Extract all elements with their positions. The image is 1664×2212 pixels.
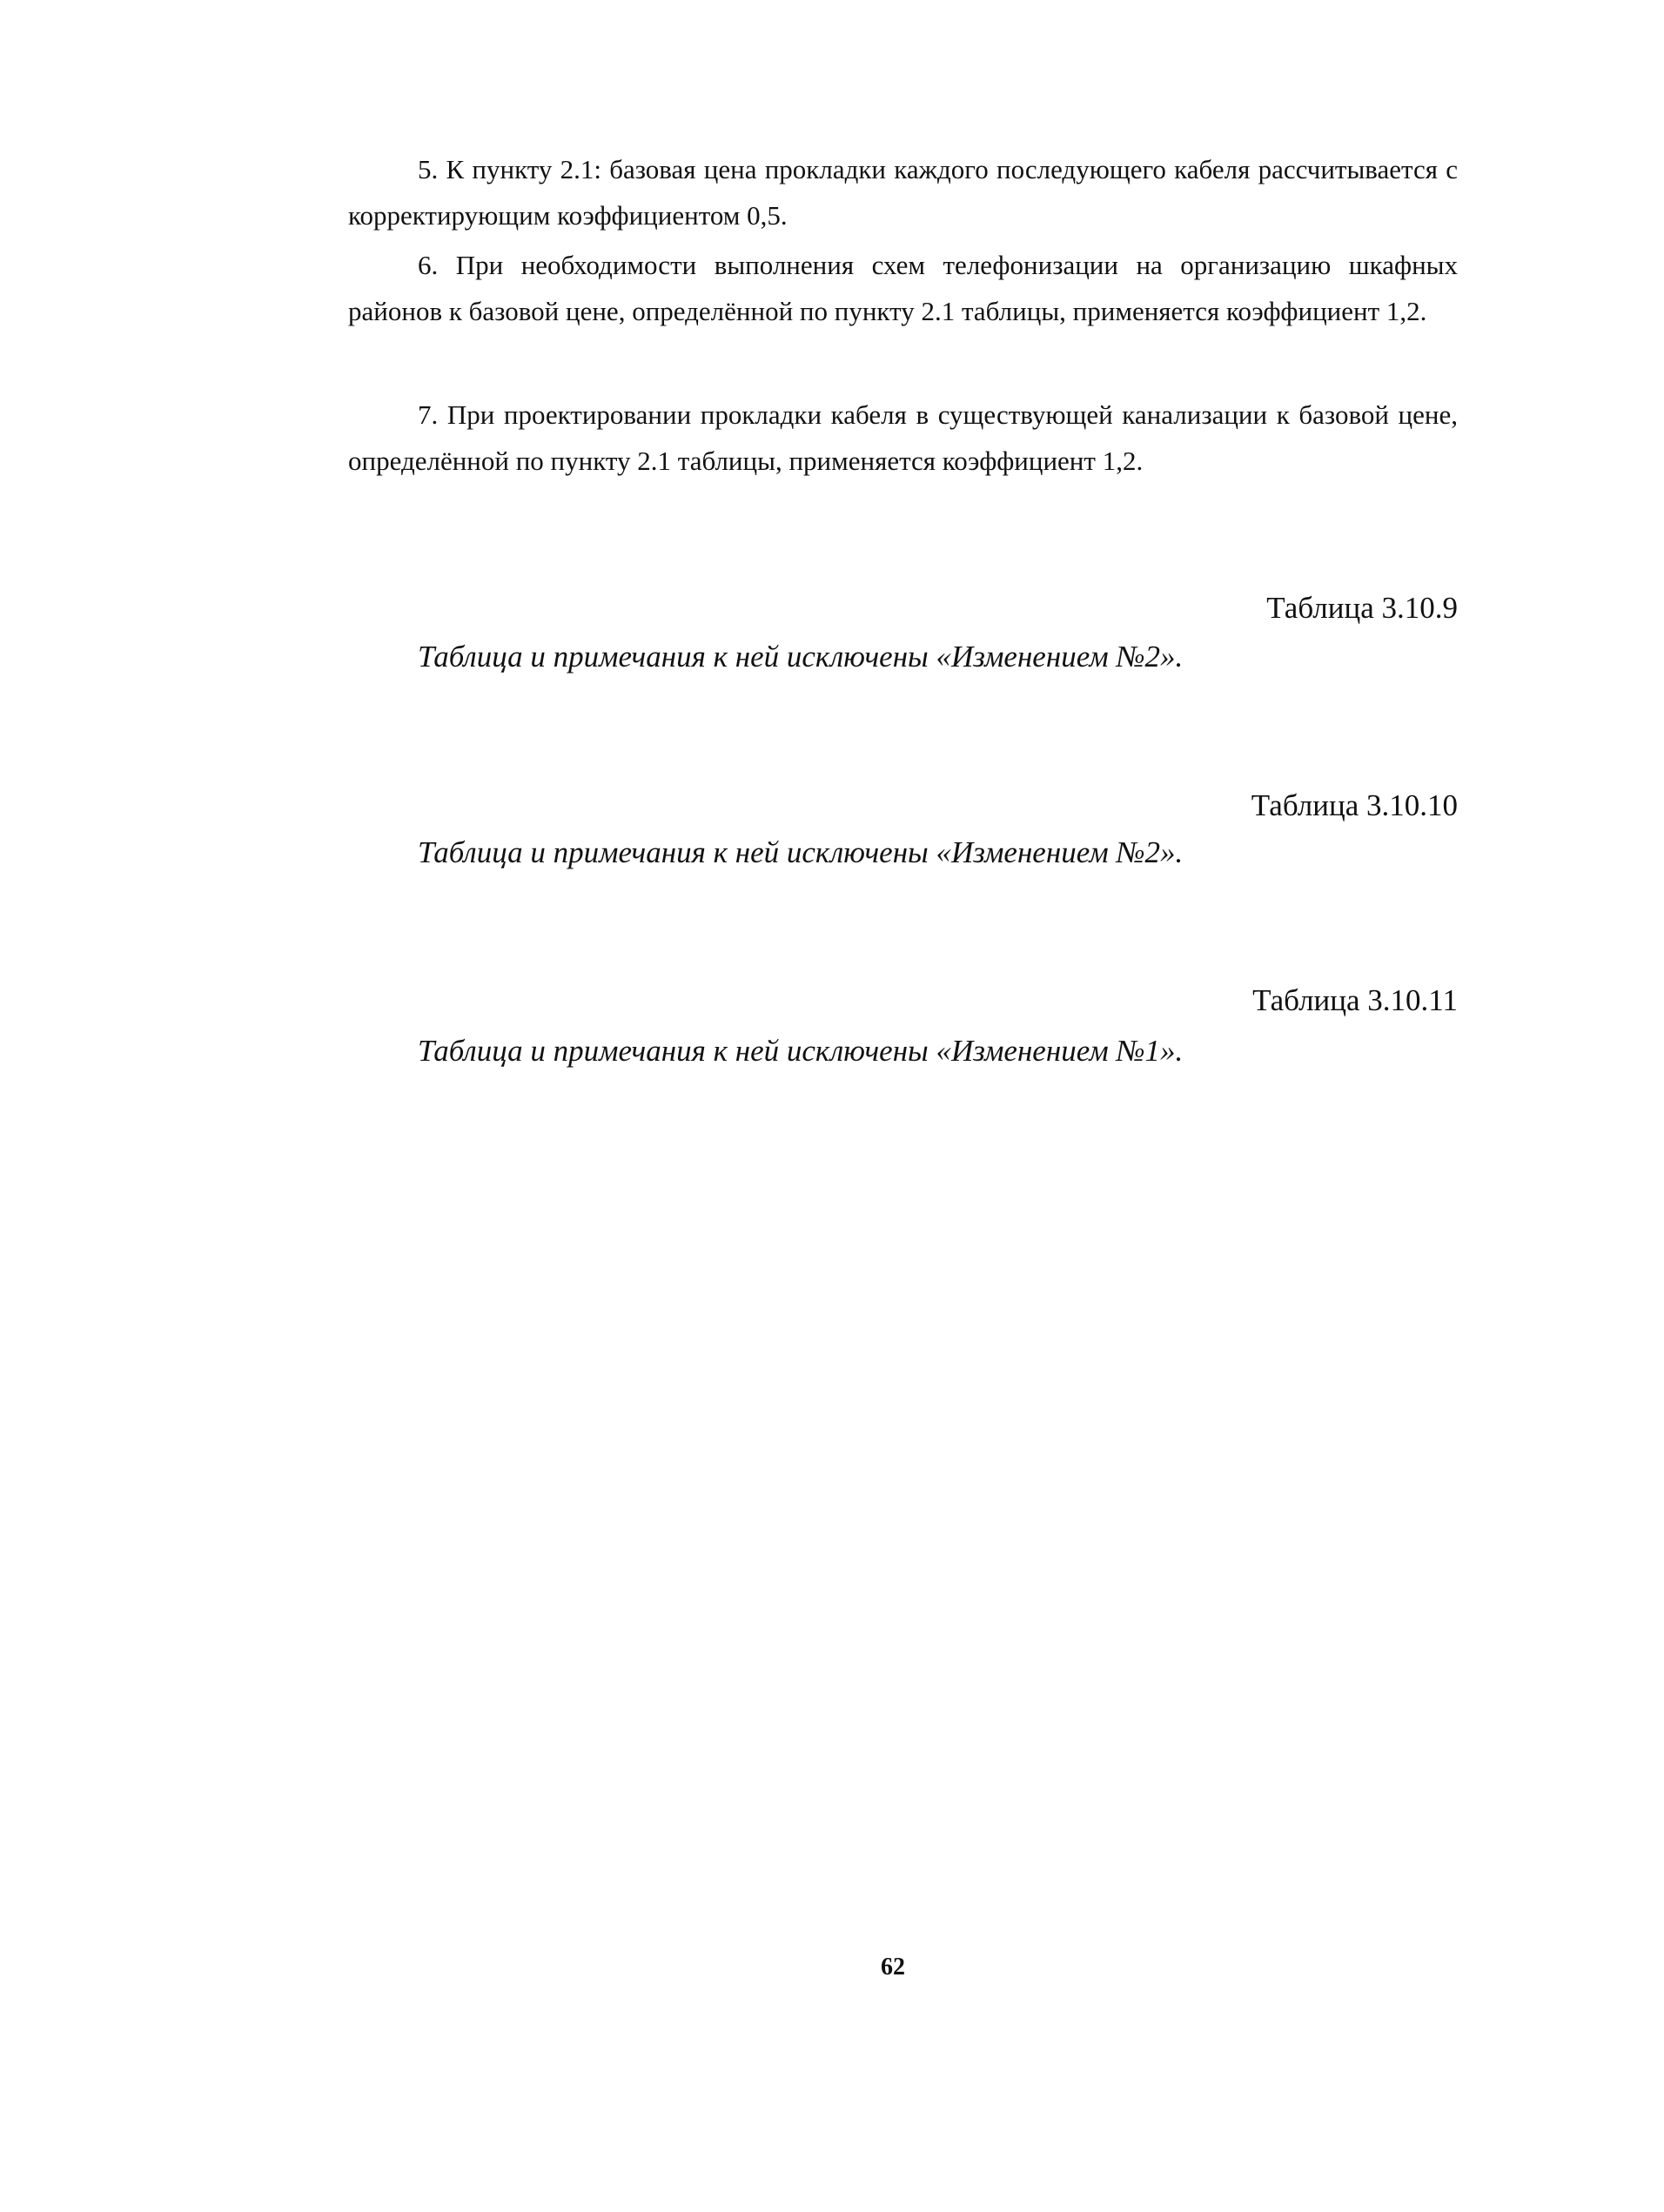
table-3-10-9-label: Таблица 3.10.9 bbox=[1266, 591, 1458, 625]
note-paragraph-7: 7. При проектировании прокладки кабеля в существующей канализации к базовой цене, определённой по пункту 2.1 таблицы, применяется коэффициент 1,2. bbox=[348, 399, 1458, 476]
table-3-10-11-excluded-note: Таблица и примечания к ней исключены «Изменением №1». bbox=[418, 1034, 1184, 1068]
table-3-10-9-excluded-note: Таблица и примечания к ней исключены «Изменением №2». bbox=[418, 640, 1184, 674]
page-number: 62 bbox=[881, 1954, 905, 1981]
table-3-10-10-label: Таблица 3.10.10 bbox=[1251, 788, 1458, 822]
table-3-10-10-excluded-note: Таблица и примечания к ней исключены «Изменением №2». bbox=[418, 835, 1184, 869]
note-paragraph-6: 6. При необходимости выполнения схем телефонизации на организацию шкафных районов к базовой цене, определённой по пункту 2.1 таблицы, применяется коэффициент 1,2. bbox=[348, 250, 1458, 326]
note-paragraph-5: 5. К пункту 2.1: базовая цена прокладки каждого последующего кабеля рассчитывается с корректирующим коэффициентом 0,5. bbox=[348, 154, 1458, 231]
table-3-10-11-label: Таблица 3.10.11 bbox=[1252, 983, 1458, 1017]
